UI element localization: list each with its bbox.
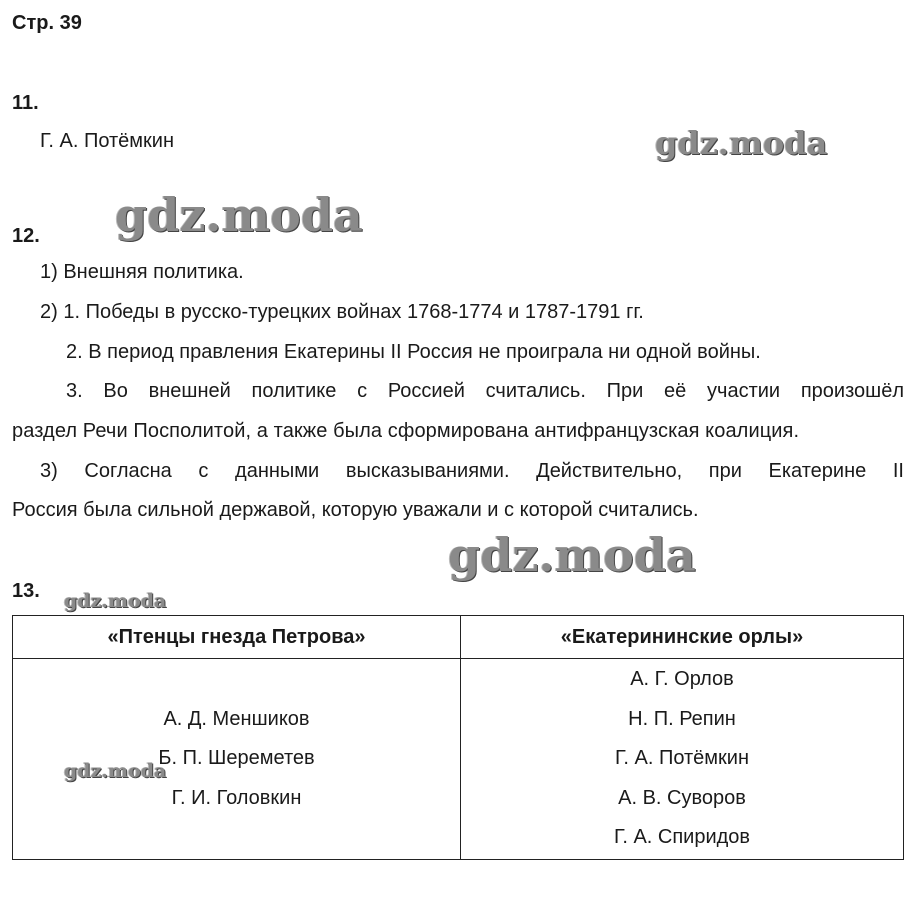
- question-13-number: 13.: [12, 580, 40, 602]
- list-item: А. Г. Орлов: [630, 668, 734, 690]
- answer-line: 3. Во внешней политике с Россией считались. При её участии произошёл: [66, 380, 904, 402]
- list-item: Г. И. Головкин: [171, 786, 302, 809]
- answer-line: Россия была сильной державой, которую уважали и с которой считались.: [12, 499, 699, 521]
- table-cell-left: [13, 659, 461, 860]
- answer-line: 2) 1. Победы в русско-турецких войнах 1768-1774 и 1787-1791 гг.: [40, 301, 644, 323]
- list-item: Б. П. Шереметев: [158, 747, 315, 769]
- comparison-table: [12, 615, 904, 860]
- answer-line: раздел Речи Посполитой, а также была сформирована антифранцузская коалиция.: [12, 420, 800, 442]
- watermark: gdz.moda: [448, 528, 696, 582]
- question-11-number: 11.: [12, 92, 39, 114]
- answer-line: 1) Внешняя политика.: [40, 261, 244, 283]
- question-11-answer: Г. А. Потёмкин: [40, 130, 175, 152]
- table-cell-right: [461, 659, 904, 860]
- list-item: Н. П. Репин: [628, 707, 736, 730]
- question-12-number: 12.: [12, 225, 40, 247]
- table-header: «Птенцы гнезда Петрова»: [13, 616, 461, 659]
- watermark: gdz.moda: [655, 124, 828, 162]
- watermark: gdz.moda: [64, 590, 167, 612]
- list-item: Г. А. Спиридов: [613, 826, 751, 848]
- list-item: А. В. Суворов: [618, 786, 746, 809]
- watermark: gdz.moda: [64, 760, 167, 782]
- list-item: Г. А. Потёмкин: [614, 747, 749, 769]
- table-header: «Екатерининские орлы»: [461, 616, 904, 659]
- list-item: А. Д. Меншиков: [163, 707, 310, 730]
- page-label: Стр. 39: [12, 12, 82, 34]
- answer-line: 3) Согласна с данными высказываниями. Действительно, при Екатерине II: [40, 460, 904, 482]
- answer-line: 2. В период правления Екатерины II Россия не проиграла ни одной войны.: [66, 341, 761, 363]
- watermark: gdz.moda: [115, 188, 363, 242]
